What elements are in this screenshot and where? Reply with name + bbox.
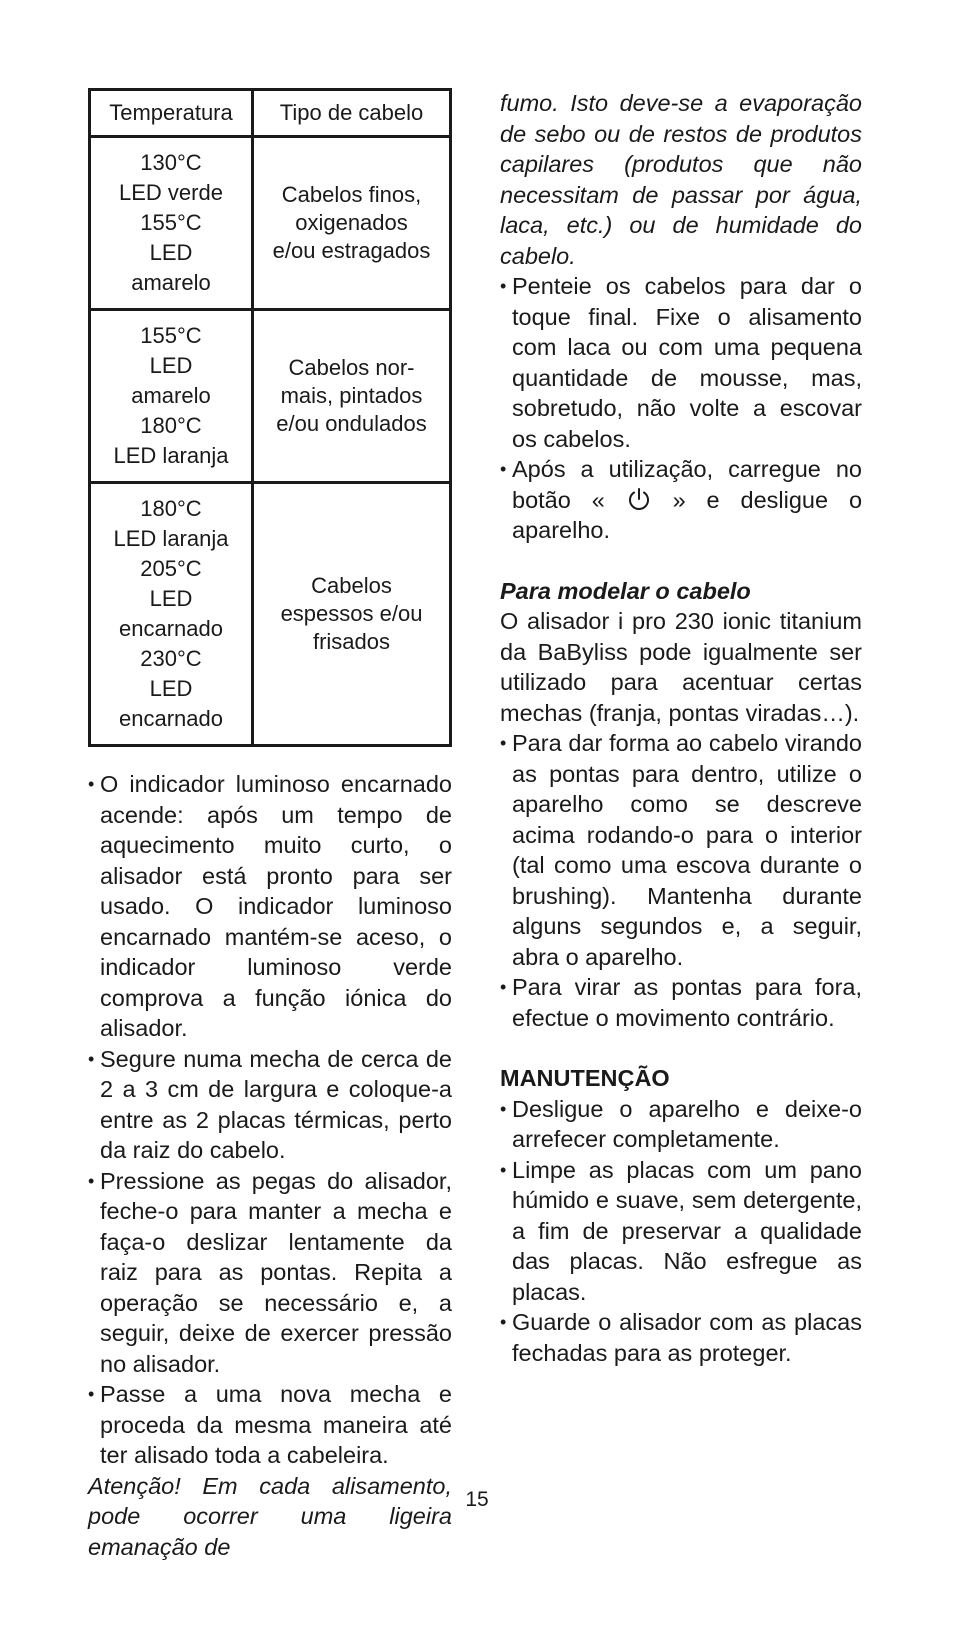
page-number: 15 xyxy=(465,1488,489,1511)
temperature-cell xyxy=(90,137,253,310)
list-item xyxy=(500,454,862,546)
after-use-text-end: » e desligue o aparelho. xyxy=(512,486,863,543)
temp-line: LED xyxy=(149,353,193,378)
temperature-table xyxy=(88,88,452,747)
warning-text-end: fumo. Isto deve-se a evaporação de sebo ou de restos de produtos capilares (produtos que não necessitam de passar por água, laca, etc.) ou de humidade do cabelo. xyxy=(500,90,862,269)
hair-type-cell: Cabelos nor- mais, pintados e/ou ondulados xyxy=(253,310,451,483)
temp-line: 180°C xyxy=(140,496,202,521)
maintenance-list xyxy=(500,1094,862,1369)
temp-line: encarnado xyxy=(119,616,223,641)
after-use-text: Após a utilização, carregue no botão « xyxy=(512,456,862,513)
left-column xyxy=(88,88,452,1562)
temp-line: LED laranja xyxy=(113,526,229,551)
temp-line: LED laranja xyxy=(113,443,229,468)
finishing-list xyxy=(500,271,862,546)
warning-text-start: Atenção! Em cada alisamento, pode ocorrer uma ligeira emanação de xyxy=(88,1472,452,1560)
temp-line: LED xyxy=(149,586,193,611)
list-item: • Guarde o alisador com as placas fechadas para as proteger. xyxy=(500,1307,862,1368)
temp-line: 205°C xyxy=(140,556,202,581)
table-header-hair-type: Tipo de cabelo xyxy=(253,90,451,137)
hair-type-cell: Cabelos espessos e/ou frisados xyxy=(253,483,451,746)
temp-line: LED xyxy=(149,676,193,701)
list-item: • Desligue o aparelho e deixe-o arrefecer completamente. xyxy=(500,1094,862,1155)
temp-line: 180°C xyxy=(140,413,202,438)
temp-line: LED verde xyxy=(119,180,223,205)
list-item: • Segure numa mecha de cerca de 2 a 3 cm de largura e coloque-a entre as 2 placas térmicas, perto da raiz do cabelo. xyxy=(88,1044,452,1166)
temp-line: amarelo xyxy=(131,270,211,295)
temp-line: 155°C xyxy=(140,323,202,348)
list-item: • Para virar as pontas para fora, efectue o movimento contrário. xyxy=(500,972,862,1033)
right-column xyxy=(500,88,862,1368)
list-item: • Penteie os cabelos para dar o toque final. Fixe o alisamento com laca ou com uma pequena quantidade de mousse, mas, sobretudo, não volte a escovar os cabelos. xyxy=(500,271,862,454)
table-row xyxy=(90,137,451,310)
table-header-row xyxy=(90,90,451,137)
temp-line: 230°C xyxy=(140,646,202,671)
list-item: • O indicador luminoso encarnado acende: após um tempo de aquecimento muito curto, o alisador está pronto para ser usado. O indicador luminoso encarnado mantém-se aceso, o indicador luminoso verde comprova a função iónica do alisador. xyxy=(88,769,452,1044)
table-row xyxy=(90,483,451,746)
hair-type-cell: Cabelos finos, oxigenados e/ou estragados xyxy=(253,137,451,310)
temperature-cell xyxy=(90,310,253,483)
list-item: • Passe a uma nova mecha e proceda da mesma maneira até ter alisado toda a cabeleira. xyxy=(88,1379,452,1471)
power-icon xyxy=(626,487,652,513)
list-item: • Para dar forma ao cabelo virando as pontas para dentro, utilize o aparelho como se descreve acima rodando-o para o interior (tal como uma escova durante o brushing). Mantenha durante alguns segundos e, a seguir, abra o aparelho. xyxy=(500,728,862,972)
table-row xyxy=(90,310,451,483)
temp-line: encarnado xyxy=(119,706,223,731)
temp-line: LED xyxy=(149,240,193,265)
table-header-temperature: Temperatura xyxy=(90,90,253,137)
temp-line: 155°C xyxy=(140,210,202,235)
instruction-list xyxy=(88,769,452,1471)
model-list xyxy=(500,728,862,1033)
list-item: • Pressione as pegas do alisador, feche-o para manter a mecha e faça-o deslizar lentamente da raiz para as pontas. Repita a operação se necessário e, a seguir, deixe de exercer pressão no alisador. xyxy=(88,1166,452,1380)
list-item: • Limpe as placas com um pano húmido e suave, sem detergente, a fim de preservar a qualidade das placas. Não esfregue as placas. xyxy=(500,1155,862,1308)
maintenance-heading: MANUTENÇÃO xyxy=(500,1065,670,1091)
temp-line: amarelo xyxy=(131,383,211,408)
model-text: O alisador i pro 230 ionic titanium da BaByliss pode igualmente ser utilizado para acentuar certas mechas (franja, pontas viradas…). xyxy=(500,608,862,726)
model-heading: Para modelar o cabelo xyxy=(500,577,751,604)
temp-line: 130°C xyxy=(140,150,202,175)
temperature-cell xyxy=(90,483,253,746)
